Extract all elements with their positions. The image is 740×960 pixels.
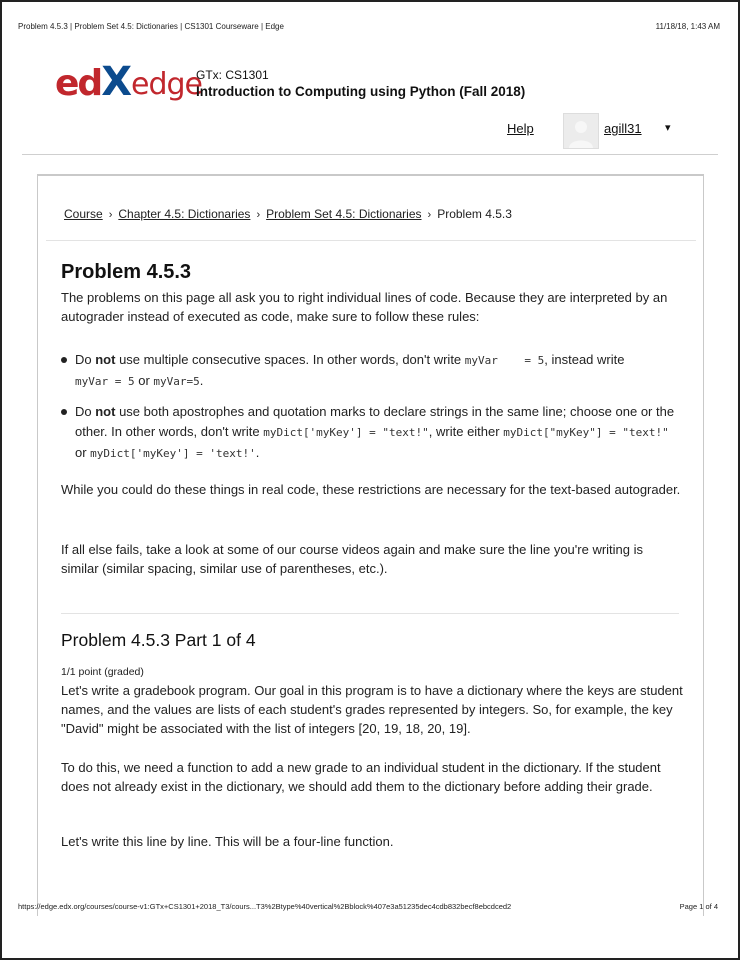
username-link[interactable]: agill31	[604, 121, 642, 136]
rule-text: or	[134, 373, 154, 388]
course-code: GTx: CS1301	[196, 68, 269, 82]
breadcrumb-separator-icon: ›	[427, 209, 432, 221]
rules-list	[61, 350, 683, 474]
points-label: 1/1 point (graded)	[61, 666, 144, 678]
code-snippet: myDict['myKey'] = 'text!'	[90, 447, 256, 460]
print-datetime: 11/18/18, 1:43 AM	[655, 22, 720, 31]
rule-text: .	[255, 445, 260, 460]
instruction-text: Let's write this line by line. This will be a four-line function.	[61, 834, 394, 849]
rule-emphasis: not	[95, 404, 116, 419]
rule-text: use both apostrophes and quotation marks to declare strings in the same line; choose one or the other. In other words, don't write	[75, 404, 675, 439]
edx-edge-logo[interactable]	[55, 59, 202, 105]
print-title: Problem 4.5.3 | Problem Set 4.5: Dictionaries | CS1301 Courseware | Edge	[18, 22, 284, 31]
breadcrumb	[64, 207, 512, 221]
print-footer	[18, 902, 722, 914]
user-silhouette-icon	[564, 114, 598, 148]
rule-emphasis: not	[95, 352, 116, 367]
print-header	[18, 22, 722, 36]
help-note: If all else fails, take a look at some of our course videos again and make sure the line you're writing is similar (similar spacing, similar use of parentheses, etc.).	[61, 542, 644, 576]
code-snippet: myDict["myKey"] = "text!"	[503, 426, 669, 439]
function-description: To do this, we need a function to add a new grade to an individual student in the dictionary. If the student does not already exist in the dictionary, we should add them to the dictionary before adding their grade.	[61, 760, 661, 794]
rule-text: , instead write	[544, 352, 625, 367]
edge-logo-text: edge	[131, 67, 202, 102]
code-snippet: myVar=5	[153, 375, 200, 388]
code-snippet: myVar = 5	[464, 354, 545, 367]
section-divider	[61, 613, 679, 614]
rule-text: , write either	[428, 424, 504, 439]
breadcrumb-problem-set[interactable]: Problem Set 4.5: Dictionaries	[266, 207, 422, 221]
user-menu-caret-icon[interactable]: ▾	[665, 122, 671, 134]
page-title: Problem 4.5.3	[61, 261, 192, 283]
rule-text: Do	[75, 404, 96, 419]
breadcrumb-separator-icon: ›	[256, 209, 261, 221]
breadcrumb-chapter[interactable]: Chapter 4.5: Dictionaries	[118, 207, 251, 221]
rule-text: .	[199, 373, 204, 388]
gradebook-description: Let's write a gradebook program. Our goal in this program is to have a dictionary where the keys are student names, and the values are lists of each student's grades represented by integers. So, for example, the key "David" might be associated with the list of integers [20, 19, 18, 20, 19].	[61, 683, 683, 736]
header-divider	[22, 154, 718, 155]
breadcrumb-divider	[46, 240, 696, 241]
restriction-note: While you could do these things in real code, these restrictions are necessary for the text-based autograder.	[61, 482, 681, 497]
page-number: Page 1 of 4	[679, 902, 718, 911]
rule-text: use multiple consecutive spaces. In other words, don't write	[115, 352, 465, 367]
breadcrumb-current: Problem 4.5.3	[437, 207, 512, 221]
code-snippet: myDict['myKey'] = "text!"	[263, 426, 429, 439]
avatar[interactable]	[563, 113, 599, 149]
breadcrumb-course[interactable]: Course	[64, 207, 103, 221]
print-url: https://edge.edx.org/courses/course-v1:GTx+CS1301+2018_T3/cours...T3%2Btype%40vertical%2Bblock%407e3a51235dec4cdb832becf8ebcdced2	[18, 902, 512, 911]
list-item	[61, 402, 683, 464]
help-link[interactable]: Help	[507, 121, 534, 136]
rule-text: Do	[75, 352, 96, 367]
course-name: Introduction to Computing using Python (Fall 2018)	[196, 84, 526, 99]
rule-text: or	[75, 445, 91, 460]
list-item	[61, 350, 683, 392]
edx-logo-mark: edX	[55, 59, 131, 105]
code-snippet: myVar = 5	[75, 375, 135, 388]
breadcrumb-separator-icon: ›	[108, 209, 113, 221]
part-title: Problem 4.5.3 Part 1 of 4	[61, 630, 256, 650]
intro-text: The problems on this page all ask you to right individual lines of code. Because they are interpreted by an autograder instead of executed as code, make sure to follow these rules:	[61, 290, 668, 324]
